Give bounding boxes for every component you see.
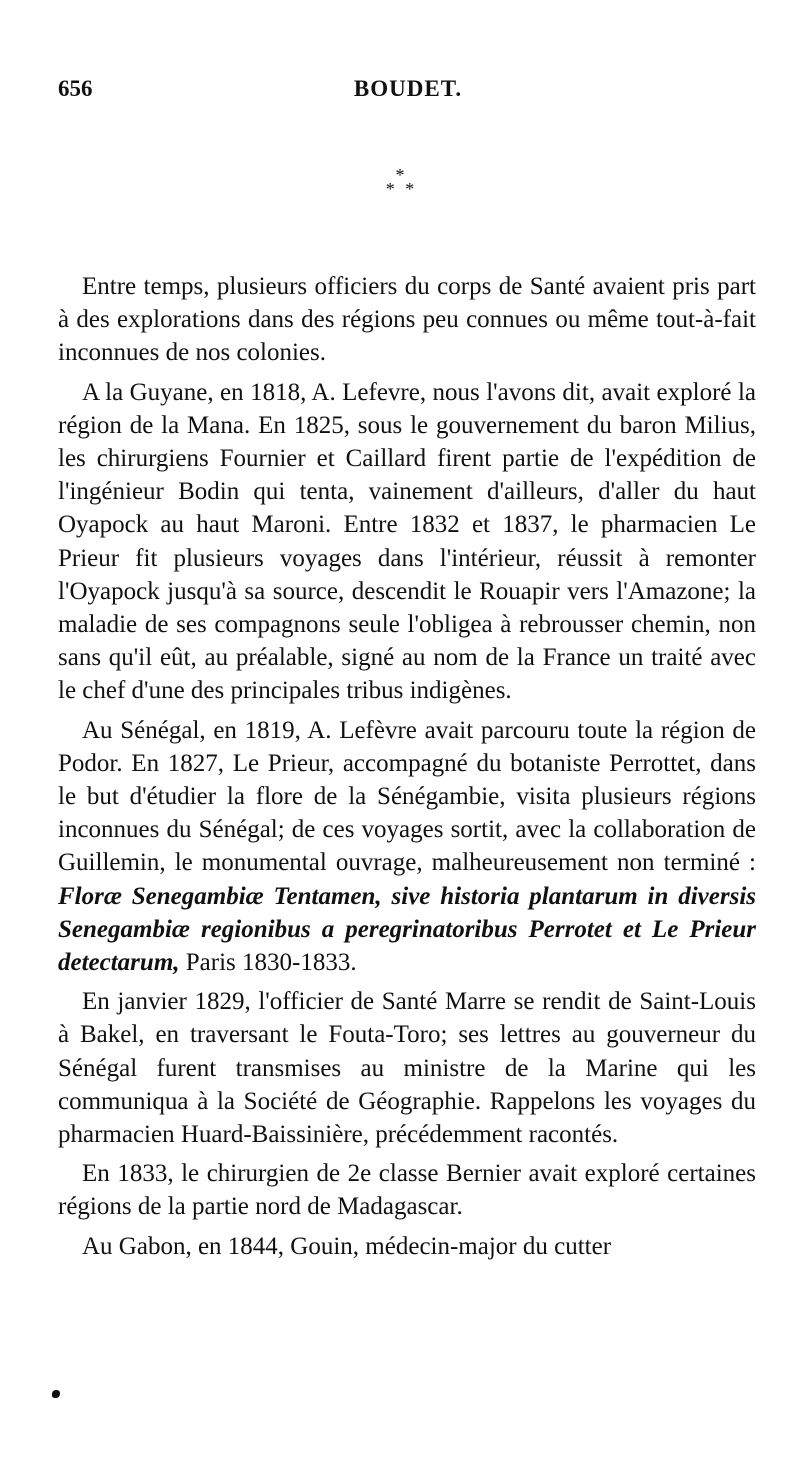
paragraph-marre: En janvier 1829, l'officier de Santé Marre se rendit de Saint-Louis à Bakel, en traversant le Fouta-Toro; ses lettres au gouverneur du Sénégal furent transmises au ministre de la Marine qui les communiqua à la Société de Géographie. Rappelons les voyages du pharmacien Huard-Baissinière, précédemment racontés. [58,988,756,1149]
paragraph-senegal [58,714,756,980]
paragraph-senegal-end: Paris 1830-1833. [179,949,357,977]
paragraph-gabon: Au Gabon, en 1844, Gouin, médecin-major du cutter [82,1232,612,1260]
asterism-bottom-left-star: * [385,179,395,199]
latin-book-title: Floræ Senegambiæ Tentamen, sive historia plantarum in diversis Senegambiæ regionibus a peregrinatoribus Perrotet et Le Prieur detectarum, [58,882,756,977]
asterism-bottom-row [0,179,800,199]
asterism-bottom-right-star: * [405,179,415,199]
paragraph-senegal-text: Au Sénégal, en 1819, A. Lefèvre avait parcouru toute la région de Podor. En 1827, Le Prieur, accompagné du botaniste Perrottet, dans le but d'étudier la flore de la Sénégambie, visita plusieurs régions inconnues du Sénégal; de ces voyages sortit, avec la collaboration de Guillemin, le monumental ouvrage, malheureusement non terminé : [58,716,756,877]
ink-blot [52,1390,60,1398]
paragraph-guyane-intro: Entre temps, plusieurs officiers du corps de Santé avaient pris part à des explorations dans des régions peu connues ou même tout-à-fait inconnues de nos colonies. [58,273,756,367]
paragraph-madagascar: En 1833, le chirurgien de 2e classe Bernier avait exploré certaines régions de la partie nord de Madagascar. [58,1160,756,1221]
body-text [58,270,756,1269]
running-header [58,76,758,106]
running-title: BOUDET. [353,76,463,101]
paragraph-guyane: A la Guyane, en 1818, A. Lefevre, nous l'avons dit, avait exploré la région de la Mana. En 1825, sous le gouvernement du baron Milius, les chirurgiens Fournier et Caillard firent partie de l'expédition de l'ingénieur Bodin qui tenta, vainement d'ailleurs, d'aller du haut Oyapock au haut Maroni. Entre 1832 et 1837, le pharmacien Le Prieur fit plusieurs voyages dans l'intérieur, réussit à remonter l'Oyapock jusqu'à sa source, descendit le Rouapir vers l'Amazone; la maladie de ses compagnons seule l'obligea à rebrousser chemin, non sans qu'il eût, au préalable, signé au nom de la France un traité avec le chef d'une des principales tribus indigènes. [58,378,756,705]
asterism-top-star: * [395,165,405,185]
page-number: 656 [58,76,93,101]
asterism-divider [0,165,800,199]
